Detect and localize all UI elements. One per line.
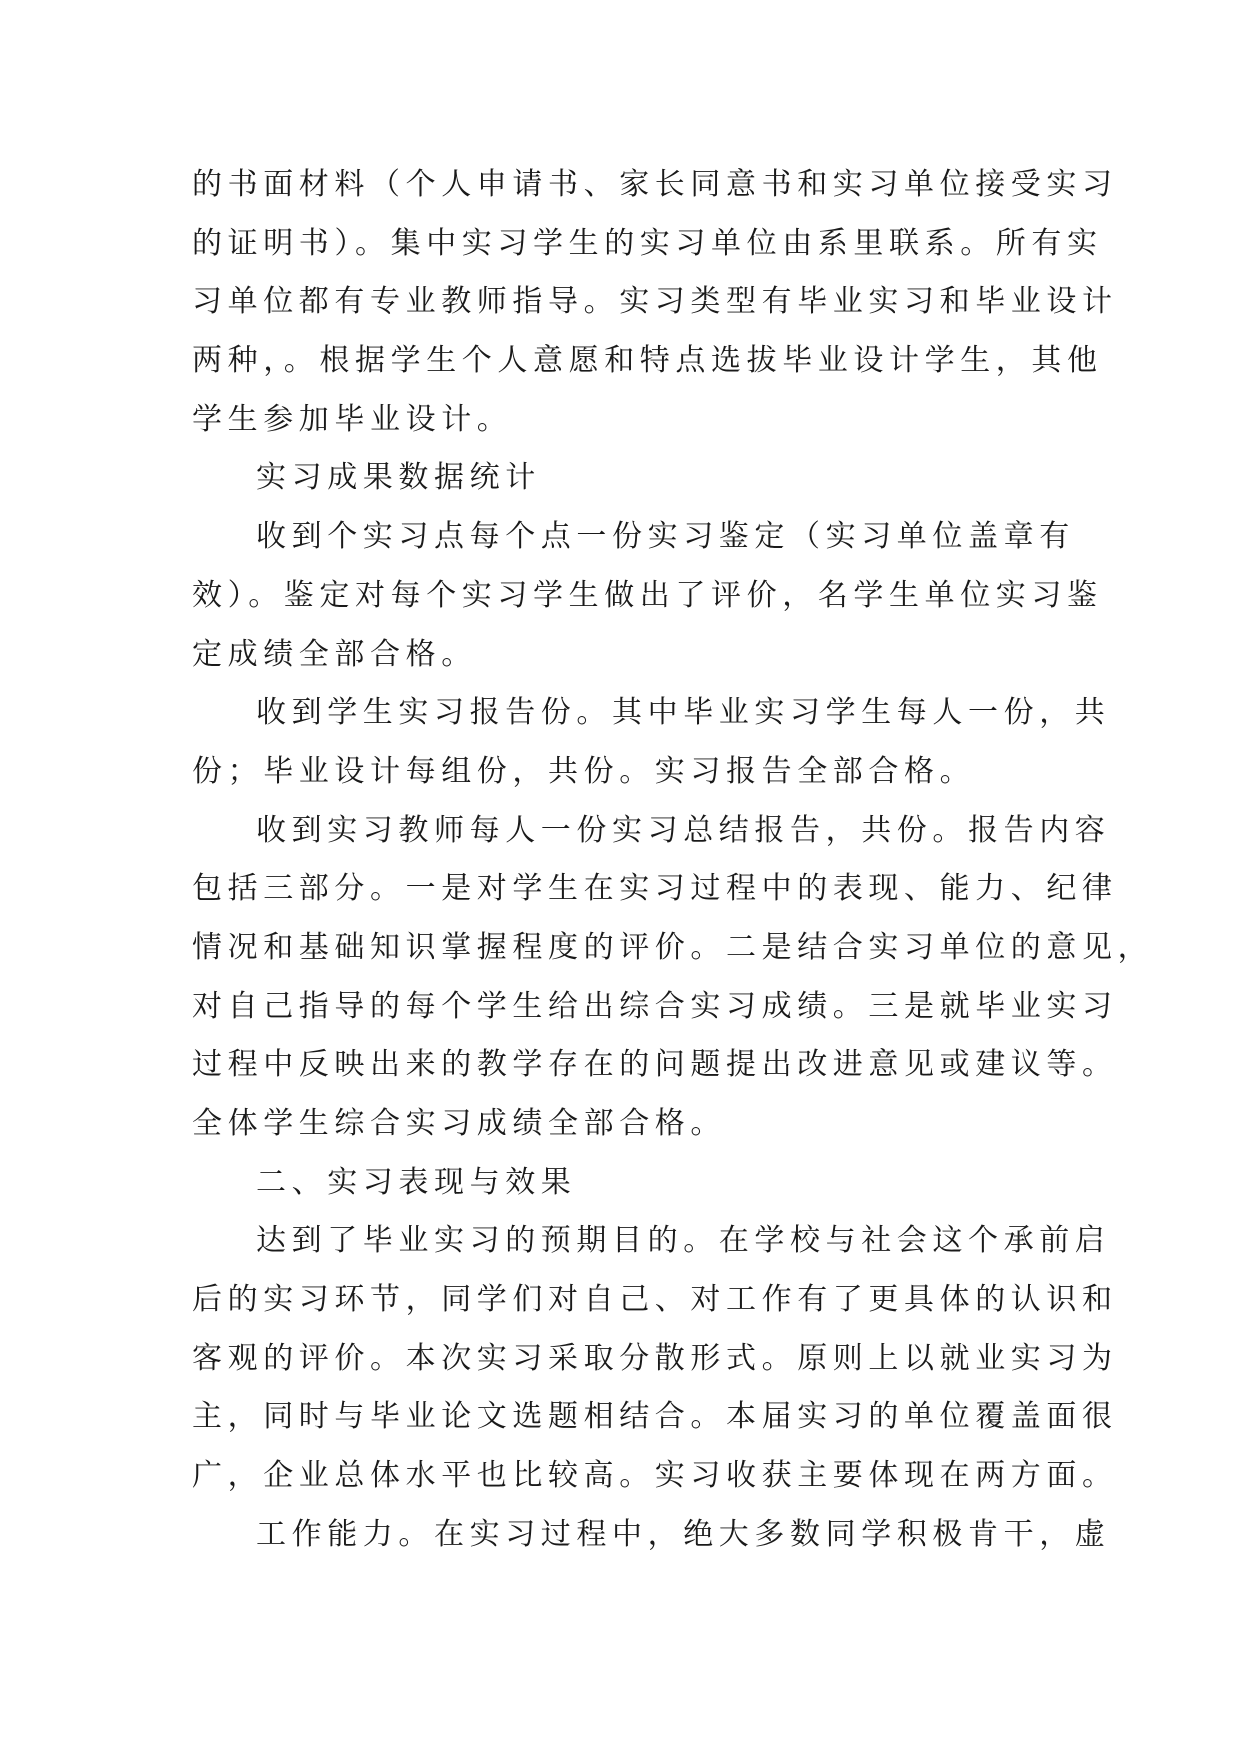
text-line: 份；毕业设计每组份，共份。实习报告全部合格。	[192, 753, 976, 789]
text-line: 两种，。根据学生个人意愿和特点选拔毕业设计学生，其他	[192, 343, 1103, 379]
text-line: 收到实习教师每人一份实习总结报告，共份。报告内容	[256, 812, 1111, 848]
text-line: 效）。鉴定对每个实习学生做出了评价，名学生单位实习鉴	[192, 577, 1103, 613]
section-heading: 二、实习表现与效果	[256, 1164, 577, 1200]
text-line: 客观的评价。本次实习采取分散形式。原则上以就业实习为	[192, 1340, 1118, 1376]
text-line: 定成绩全部合格。	[192, 636, 477, 672]
text-line: 的证明书）。集中实习学生的实习单位由系里联系。所有实	[192, 225, 1103, 261]
text-line: 达到了毕业实习的预期目的。在学校与社会这个承前启	[256, 1223, 1111, 1259]
text-line: 收到个实习点每个点一份实习鉴定（实习单位盖章有	[256, 519, 1075, 555]
text-line: 情况和基础知识掌握程度的评价。二是结合实习单位的意见，	[192, 929, 1154, 965]
text-line: 后的实习环节，同学们对自己、对工作有了更具体的认识和	[192, 1282, 1118, 1318]
text-line: 主，同时与毕业论文选题相结合。本届实习的单位覆盖面很	[192, 1399, 1118, 1435]
text-line: 广，企业总体水平也比较高。实习收获主要体现在两方面。	[192, 1458, 1118, 1494]
text-line: 对自己指导的每个学生给出综合实习成绩。三是就毕业实习	[192, 988, 1118, 1024]
text-line: 全体学生综合实习成绩全部合格。	[192, 1106, 726, 1141]
text-line: 的书面材料（个人申请书、家长同意书和实习单位接受实习	[192, 167, 1118, 202]
text-line: 收到学生实习报告份。其中毕业实习学生每人一份，共	[256, 695, 1111, 731]
text-line: 习单位都有专业教师指导。实习类型有毕业实习和毕业设计	[192, 284, 1118, 320]
text-line: 工作能力。在实习过程中，绝大多数同学积极肯干，虚	[256, 1516, 1111, 1552]
text-line: 学生参加毕业设计。	[192, 401, 513, 437]
body-text	[192, 156, 1154, 1565]
text-line: 过程中反映出来的教学存在的问题提出改进意见或建议等。	[192, 1047, 1118, 1083]
section-heading: 实习成果数据统计	[256, 460, 541, 496]
text-line: 包括三部分。一是对学生在实习过程中的表现、能力、纪律	[192, 871, 1118, 907]
